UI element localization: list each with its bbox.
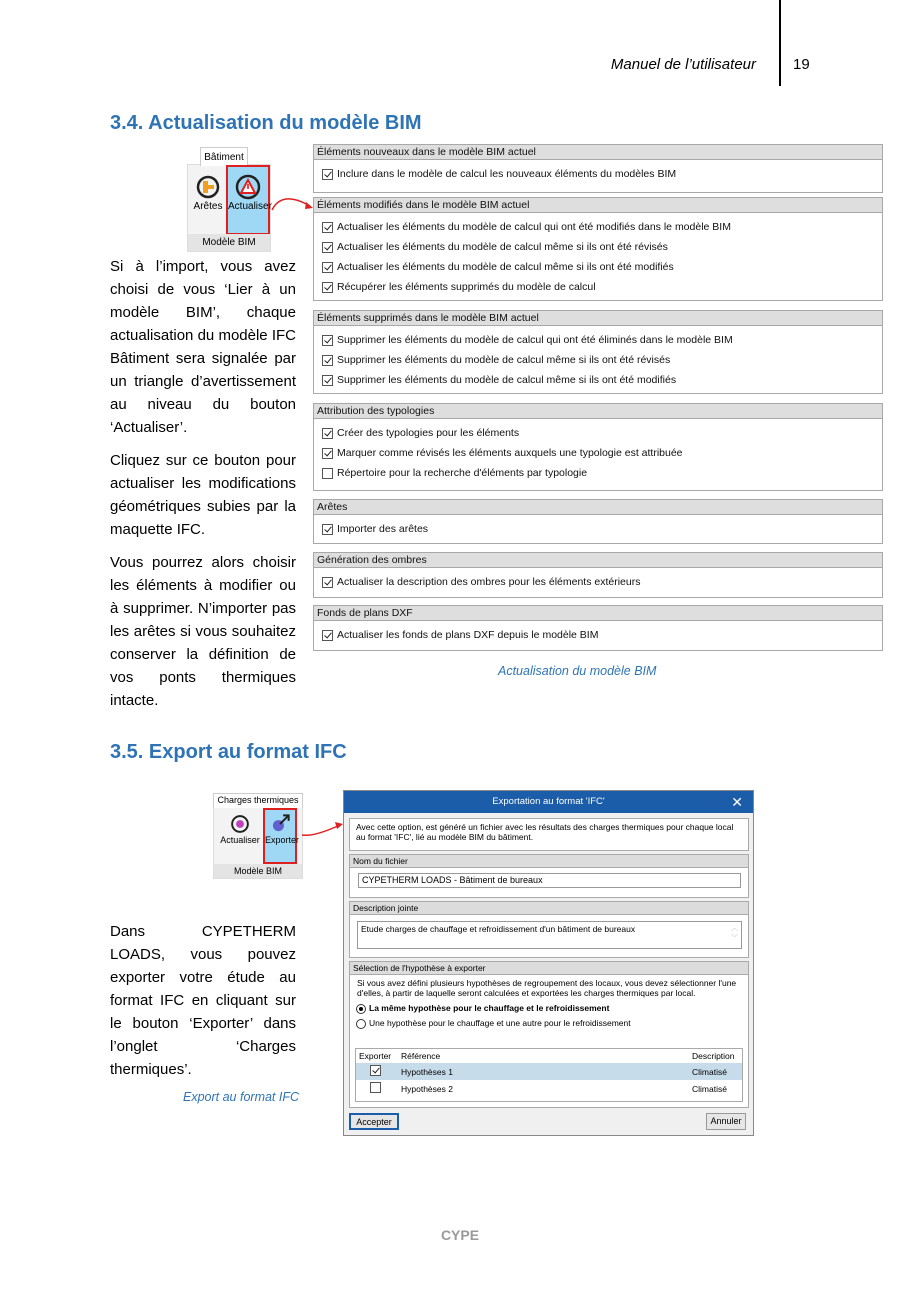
option-group	[313, 197, 883, 301]
actualiser-button[interactable]	[226, 165, 270, 235]
cancel-button[interactable]: Annuler	[706, 1113, 746, 1130]
checkbox-label: Actualiser les fonds de plans DXF depuis le modèle BIM	[337, 629, 599, 641]
ribbon-group-label: Modèle BIM	[188, 234, 270, 251]
page-number: 19	[793, 56, 810, 73]
checkbox-option[interactable]	[314, 370, 882, 390]
checkbox[interactable]	[322, 262, 333, 273]
dialog-titlebar	[344, 791, 753, 813]
ribbon-group-label: Modèle BIM	[214, 864, 302, 878]
option-group	[313, 605, 883, 651]
aretes-label: Arêtes	[193, 201, 223, 212]
checkbox-label: Actualiser les éléments du modèle de calcul même si ils ont été révisés	[337, 241, 668, 253]
checkbox[interactable]	[322, 630, 333, 641]
table-header	[356, 1049, 742, 1063]
group-header: Nom du fichier	[350, 855, 748, 868]
accept-button[interactable]: Accepter	[349, 1113, 399, 1130]
column-header[interactable]: Description	[692, 1051, 735, 1061]
checkbox-label: Marquer comme révisés les éléments auxquels une typologie est attribuée	[337, 447, 683, 459]
option-group	[313, 144, 883, 193]
callout-arrow	[300, 815, 345, 840]
dialog-intro: Avec cette option, est généré un fichier avec les résultats des charges thermiques pour chaque local au format 'IFC', lié au modèle BIM du bâtiment.	[349, 818, 749, 851]
table-row[interactable]	[356, 1063, 742, 1080]
footer-brand: CYPE	[440, 1227, 480, 1243]
checkbox-option[interactable]	[314, 572, 882, 592]
checkbox-label: Actualiser les éléments du modèle de calcul qui ont été modifiés dans le modèle BIM	[337, 221, 731, 233]
checkbox-option[interactable]	[314, 237, 882, 257]
radio-label: Une hypothèse pour le chauffage et une autre pour le refroidissement	[369, 1017, 631, 1028]
checkbox[interactable]	[322, 222, 333, 233]
description-cell: Climatisé	[692, 1083, 727, 1094]
aretes-button[interactable]	[190, 173, 226, 212]
checkbox[interactable]	[322, 355, 333, 366]
radio-same-hypothesis[interactable]	[350, 1001, 748, 1016]
group-header: Éléments nouveaux dans le modèle BIM actuel	[314, 145, 882, 160]
option-group	[313, 403, 883, 491]
hypothesis-help-text: Si vous avez défini plusieurs hypothèses de regroupement des locaux, vous devez sélectionner l'une d'elles, à partir de laquelle seront calculées et exportées les charges thermiques par local.	[357, 978, 737, 998]
checkbox-option[interactable]	[314, 443, 882, 463]
radio-separate-hypotheses[interactable]	[350, 1016, 748, 1031]
checkbox-label: Récupérer les éléments supprimés du modèle de calcul	[337, 281, 596, 293]
checkbox-option[interactable]	[314, 519, 882, 539]
scrollbar[interactable]: ︿ ﹀	[731, 925, 738, 942]
checkbox-label: Actualiser les éléments du modèle de calcul même si ils ont été modifiés	[337, 261, 674, 273]
ribbon-batiment	[187, 152, 272, 252]
checkbox-option[interactable]	[314, 463, 882, 483]
file-name-group	[349, 854, 749, 898]
section-heading-3-4: 3.4. Actualisation du modèle BIM	[110, 112, 422, 134]
checkbox[interactable]	[322, 282, 333, 293]
callout-arrow	[270, 190, 315, 215]
checkbox[interactable]	[322, 468, 333, 479]
checkbox-option[interactable]	[314, 423, 882, 443]
option-group	[313, 499, 883, 544]
paragraph: Si à l’import, vous avez choisi de vous ‘Lier à un modèle BIM’, chaque actualisation du modèle IFC Bâtiment sera signalée par un triangle d’avertissement au niveau du bouton ‘Actualiser’.	[110, 258, 296, 436]
group-header: Attribution des typologies	[314, 404, 882, 419]
group-header: Éléments modifiés dans le modèle BIM actuel	[314, 198, 882, 213]
checkbox[interactable]	[322, 375, 333, 386]
checkbox-option[interactable]	[314, 257, 882, 277]
checkbox[interactable]	[322, 169, 333, 180]
checkbox-label: Créer des typologies pour les éléments	[337, 427, 520, 439]
column-header[interactable]: Référence	[401, 1051, 441, 1061]
checkbox-label: Importer des arêtes	[337, 523, 429, 535]
close-icon[interactable]: ✕	[731, 794, 743, 810]
figure-caption: Export au format IFC	[183, 1090, 300, 1104]
checkbox-label: Inclure dans le modèle de calcul les nouveaux éléments du modèles BIM	[337, 168, 677, 180]
section-3-4-text	[110, 255, 296, 722]
section-heading-3-5: 3.5. Export au format IFC	[110, 741, 347, 763]
group-header: Sélection de l'hypothèse à exporter	[350, 962, 748, 975]
group-header: Génération des ombres	[314, 553, 882, 568]
ribbon-tab[interactable]: Bâtiment	[200, 147, 248, 166]
checkbox[interactable]	[322, 428, 333, 439]
description-group	[349, 901, 749, 958]
export-checkbox[interactable]	[370, 1065, 381, 1076]
checkbox-option[interactable]	[314, 277, 882, 297]
exporter-label: Exporter	[265, 835, 300, 845]
checkbox-option[interactable]	[314, 217, 882, 237]
checkbox-label: Supprimer les éléments du modèle de calcul qui ont été éliminés dans le modèle BIM	[337, 334, 733, 346]
hypothesis-group	[349, 961, 749, 1108]
reference-cell: Hypothèses 1	[401, 1066, 453, 1077]
paragraph: Cliquez sur ce bouton pour actualiser les modifications géométriques subies par la maquette IFC.	[110, 452, 296, 538]
refresh-icon	[229, 813, 251, 835]
actualiser-label: Actualiser	[228, 201, 272, 212]
aretes-icon	[194, 173, 222, 201]
checkbox[interactable]	[322, 524, 333, 535]
paragraph: Dans CYPETHERM LOADS, vous pouvez exporter votre étude au format IFC en cliquant sur le bouton ‘Exporter’ dans l’onglet ‘Charges thermiques’.	[110, 923, 296, 1078]
description-cell: Climatisé	[692, 1066, 727, 1077]
radio-label: La même hypothèse pour le chauffage et le refroidissement	[369, 1003, 610, 1013]
checkbox[interactable]	[322, 448, 333, 459]
radio-button[interactable]	[356, 1004, 366, 1014]
group-header: Arêtes	[314, 500, 882, 515]
checkbox-label: Actualiser la description des ombres pour les éléments extérieurs	[337, 576, 641, 588]
figure-caption: Actualisation du modèle BIM	[498, 664, 657, 678]
export-ifc-dialog	[343, 790, 754, 1136]
description-textarea[interactable]	[357, 921, 742, 949]
group-header: Éléments supprimés dans le modèle BIM actuel	[314, 311, 882, 326]
checkbox[interactable]	[322, 335, 333, 346]
paragraph: Vous pourrez alors choisir les éléments à modifier ou à supprimer. N’importer pas les arêtes si vous souhaitez conserver la définition de vos ponts thermiques intacte.	[110, 554, 296, 709]
section-3-5-text	[110, 920, 296, 1091]
ribbon-tab[interactable]: Charges thermiques	[213, 793, 303, 808]
checkbox-label: Supprimer les éléments du modèle de calcul même si ils ont été révisés	[337, 354, 671, 366]
file-name-input[interactable]: CYPETHERM LOADS - Bâtiment de bureaux	[358, 873, 741, 888]
checkbox[interactable]	[322, 242, 333, 253]
checkbox[interactable]	[322, 577, 333, 588]
checkbox-label: Supprimer les éléments du modèle de calcul même si ils ont été modifiés	[337, 374, 677, 386]
exporter-button[interactable]	[263, 808, 300, 864]
table-row[interactable]	[356, 1080, 742, 1097]
header-divider	[779, 0, 781, 86]
dialog-title: Exportation au format 'IFC'	[492, 796, 605, 807]
running-header-title: Manuel de l’utilisateur	[610, 56, 756, 73]
checkbox-option[interactable]	[314, 330, 882, 350]
checkbox-option[interactable]	[314, 164, 882, 184]
radio-button[interactable]	[356, 1019, 366, 1029]
group-header: Description jointe	[350, 902, 748, 915]
group-header: Fonds de plans DXF	[314, 606, 882, 621]
checkbox-option[interactable]	[314, 350, 882, 370]
ribbon-charges-thermiques	[213, 795, 303, 879]
option-group	[313, 310, 883, 394]
actualiser-label: Actualiser	[220, 835, 260, 845]
description-value: Etude charges de chauffage et refroidissement d'un bâtiment de bureaux	[361, 924, 636, 934]
option-group	[313, 552, 883, 598]
checkbox-option[interactable]	[314, 625, 882, 645]
column-header[interactable]: Exporter	[359, 1051, 392, 1061]
hypotheses-table	[355, 1048, 743, 1102]
export-icon	[269, 813, 291, 835]
checkbox-label: Répertoire pour la recherche d'éléments par typologie	[337, 467, 588, 479]
export-checkbox[interactable]	[370, 1082, 381, 1093]
reference-cell: Hypothèses 2	[401, 1083, 453, 1094]
refresh-warning-icon	[234, 173, 262, 201]
actualiser-button[interactable]	[220, 813, 260, 845]
